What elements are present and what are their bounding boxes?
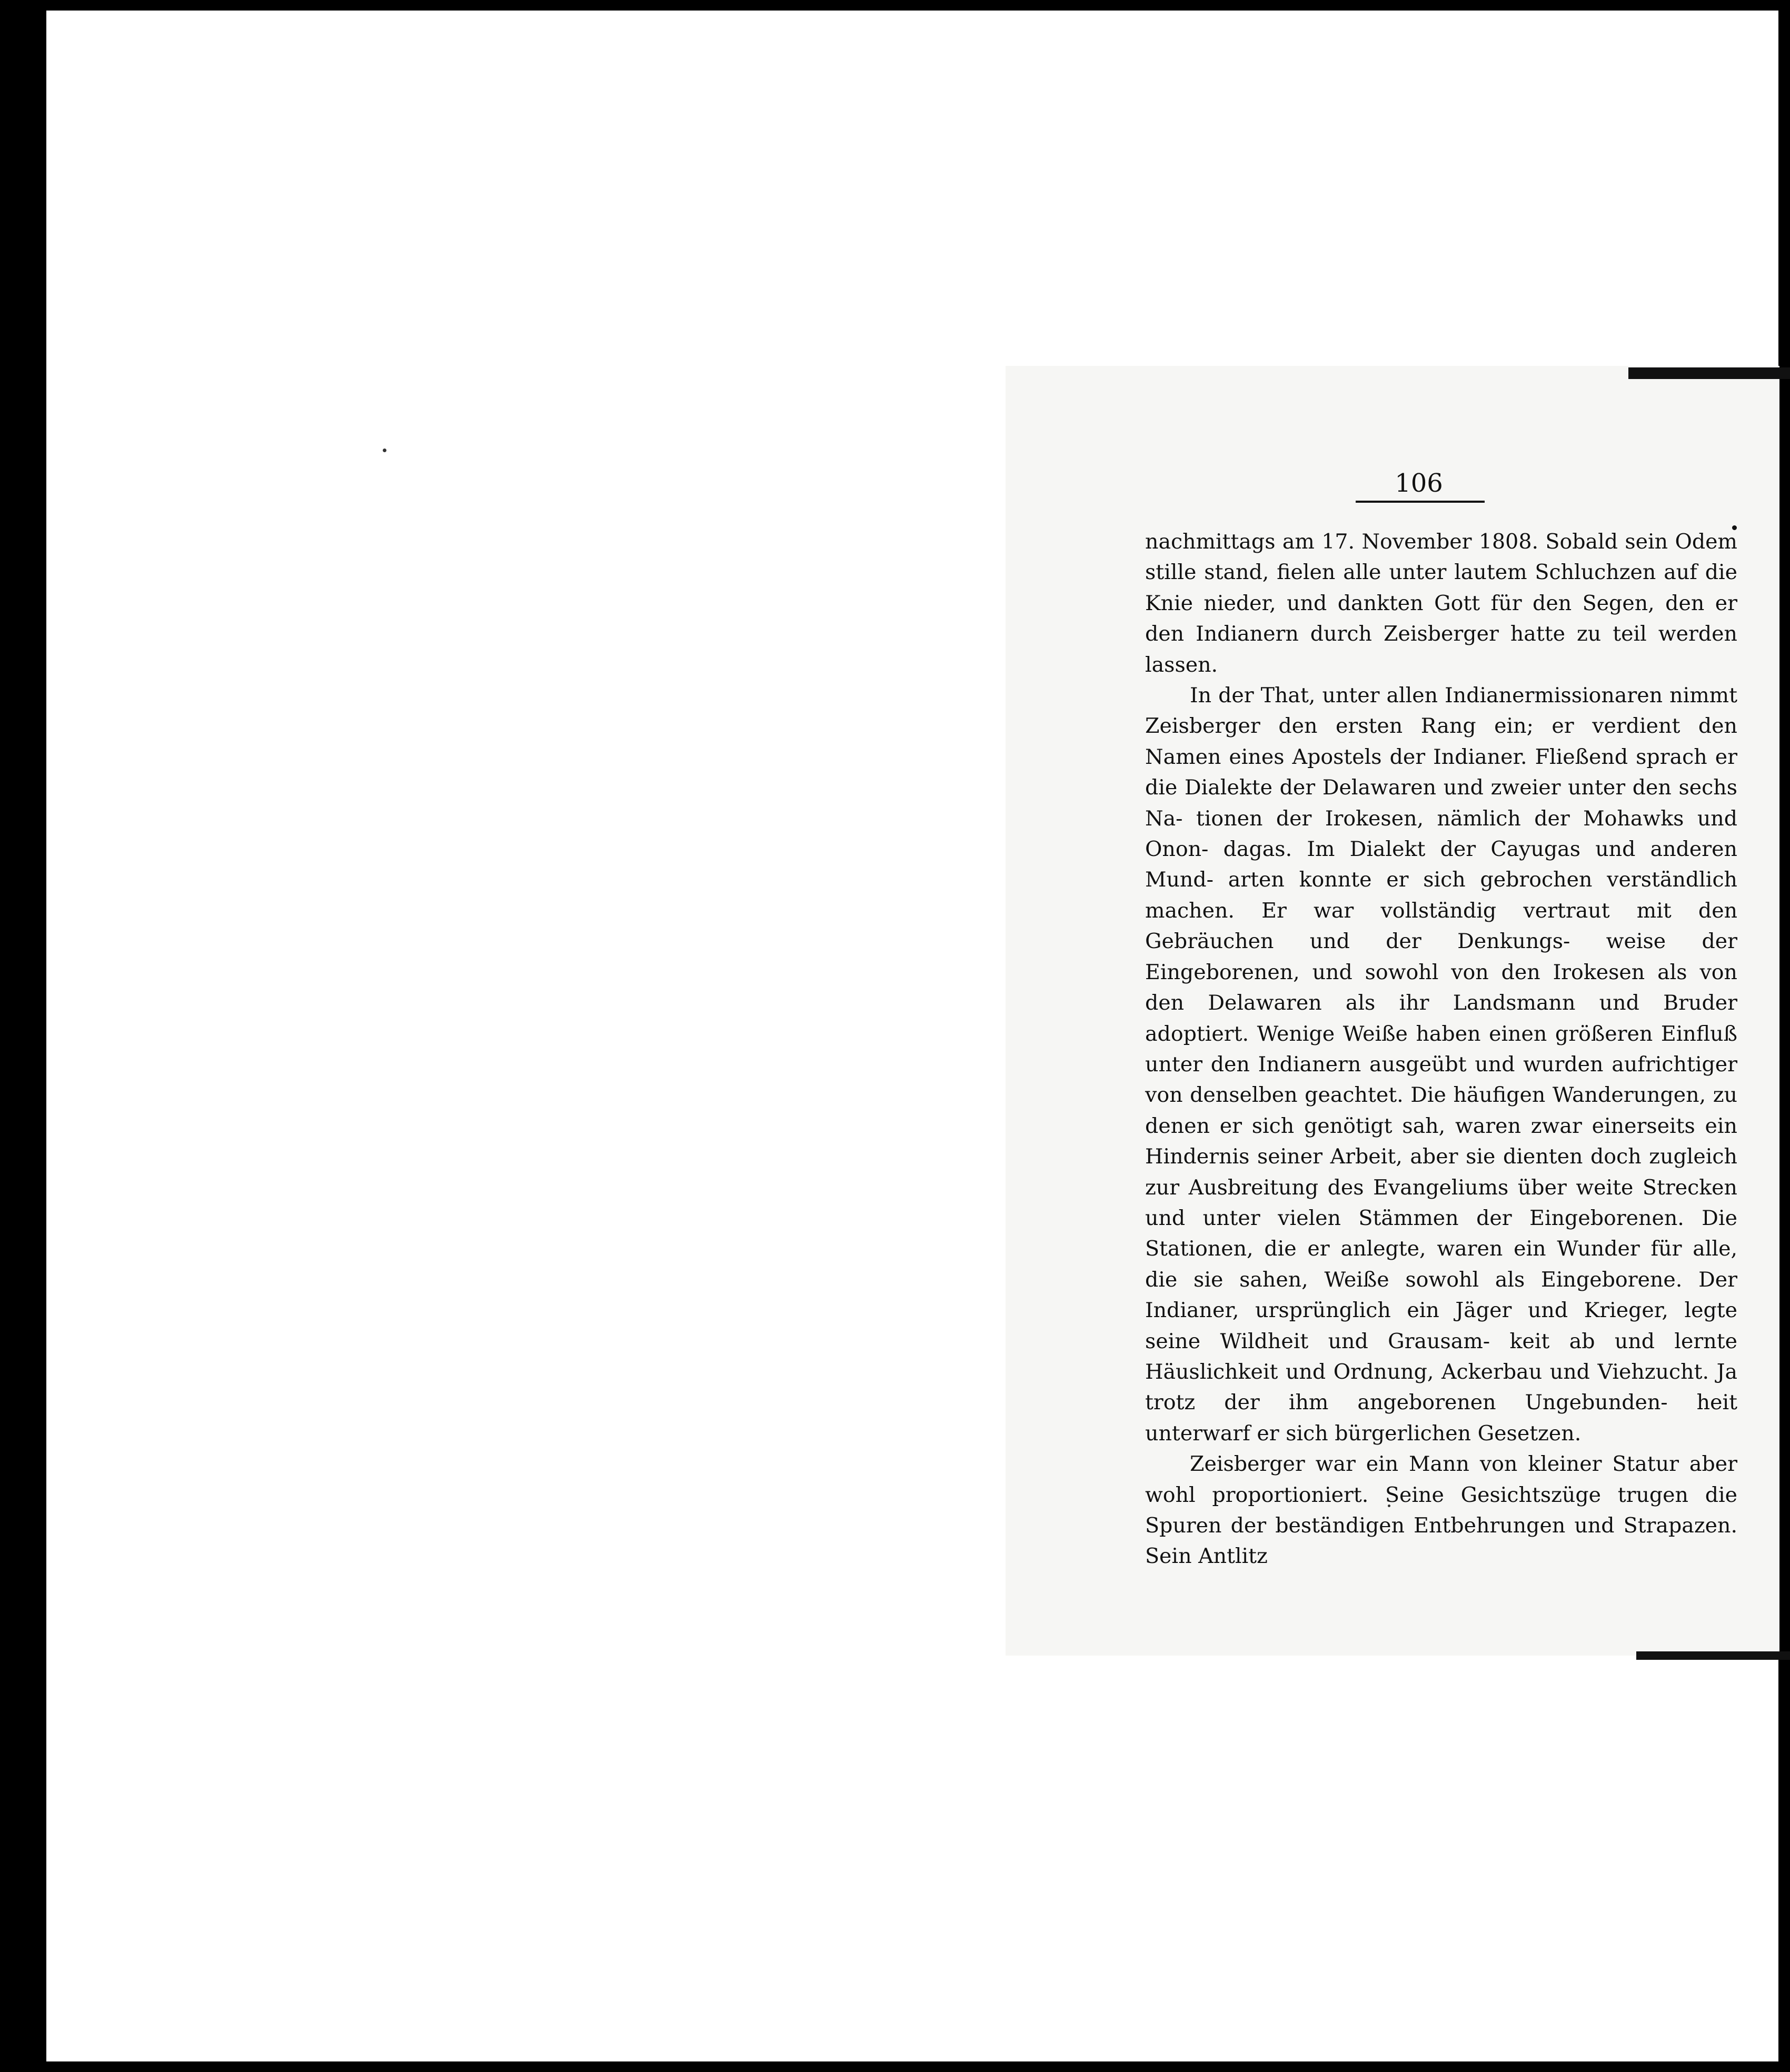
text-line: weise der Eingeborenen, und sowohl von den Irokesen als: [1145, 929, 1737, 984]
text-line: Zeisberger war ein Mann von kleiner Statur aber: [1190, 1452, 1737, 1477]
paragraph: [1145, 1449, 1737, 1572]
text-line: keit ab und lernte Häuslichkeit und Ordnung, Ackerbau: [1145, 1329, 1737, 1384]
text-line: der beständigen Entbehrungen und Strapazen. Sein Antlitz: [1145, 1513, 1737, 1569]
text-line: denen er sich genötigt sah, waren zwar einerseits ein: [1145, 1113, 1737, 1138]
text-line: heit unterwarf er sich bürgerlichen Gesetzen.: [1145, 1390, 1737, 1446]
paragraph: [1145, 680, 1737, 1449]
text-line: von denselben geachtet. Die häufigen Wanderungen, zu: [1145, 1083, 1737, 1108]
text-line: vollständig vertraut mit den Gebräuchen und der Denkungs-: [1145, 898, 1738, 954]
text-line: arten konnte er sich gebrochen verständlich machen. Er war: [1145, 868, 1738, 923]
text-line: ein Jäger und Krieger, legte seine Wildheit und Grausam-: [1145, 1298, 1738, 1353]
text-line: Ausbreitung des Evangeliums über weite Strecken und: [1145, 1175, 1738, 1230]
body-text: [1145, 526, 1737, 1572]
text-line: adoptiert. Wenige Weiße haben einen größeren Einfluß: [1145, 1021, 1737, 1046]
page-number-rule: [1356, 501, 1485, 503]
text-line: In der That, unter allen Indianermissionaren nimmt: [1190, 683, 1737, 708]
text-line: wohl proportioniert. Seine Gesichtszüge trugen die Spuren: [1145, 1482, 1737, 1538]
text-line: Weiße sowohl als Eingeborene. Der Indianer, ursprünglich: [1145, 1267, 1738, 1323]
text-line: Hindernis seiner Arbeit, aber sie dienten doch zugleich zur: [1145, 1144, 1737, 1200]
text-line: stille stand, fielen alle unter lautem Schluchzen auf die: [1145, 560, 1737, 585]
scan-edge-bar-top: [1628, 367, 1790, 379]
text-line: tionen der Irokesen, nämlich der Mohawks und Onon-: [1145, 806, 1737, 862]
text-line: Zeisberger den ersten Rang ein; er verdient den Namen: [1145, 714, 1737, 769]
text-line: den Indianern durch Zeisberger hatte zu teil werden lassen.: [1145, 622, 1737, 677]
text-line: eines Apostels der Indianer. Fließend sprach er die: [1145, 744, 1737, 800]
text-line: Knie nieder, und dankten Gott für den Segen, den er: [1145, 591, 1737, 615]
text-line: unter vielen Stämmen der Eingeborenen. Die Stationen,: [1145, 1206, 1737, 1261]
text-line: Dialekte der Delawaren und zweier unter den sechs Na-: [1145, 775, 1737, 831]
text-line: dagas. Im Dialekt der Cayugas und anderen Mund-: [1145, 837, 1737, 892]
text-line: und Viehzucht. Ja trotz der ihm angeborenen Ungebunden-: [1145, 1359, 1738, 1415]
scan-edge-bar-bottom: [1636, 1651, 1790, 1660]
text-line: die er anlegte, waren ein Wunder für alle, die sie sahen,: [1145, 1237, 1738, 1292]
text-line: unter den Indianern ausgeübt und wurden aufrichtiger: [1145, 1052, 1737, 1077]
text-line: von den Delawaren als ihr Landsmann und Bruder: [1145, 960, 1737, 1015]
paragraph: [1145, 526, 1737, 680]
dust-speck: [383, 449, 386, 452]
page-number: 106: [1395, 469, 1443, 498]
text-line: nachmittags am 17. November 1808. Sobald sein Odem: [1145, 530, 1737, 554]
